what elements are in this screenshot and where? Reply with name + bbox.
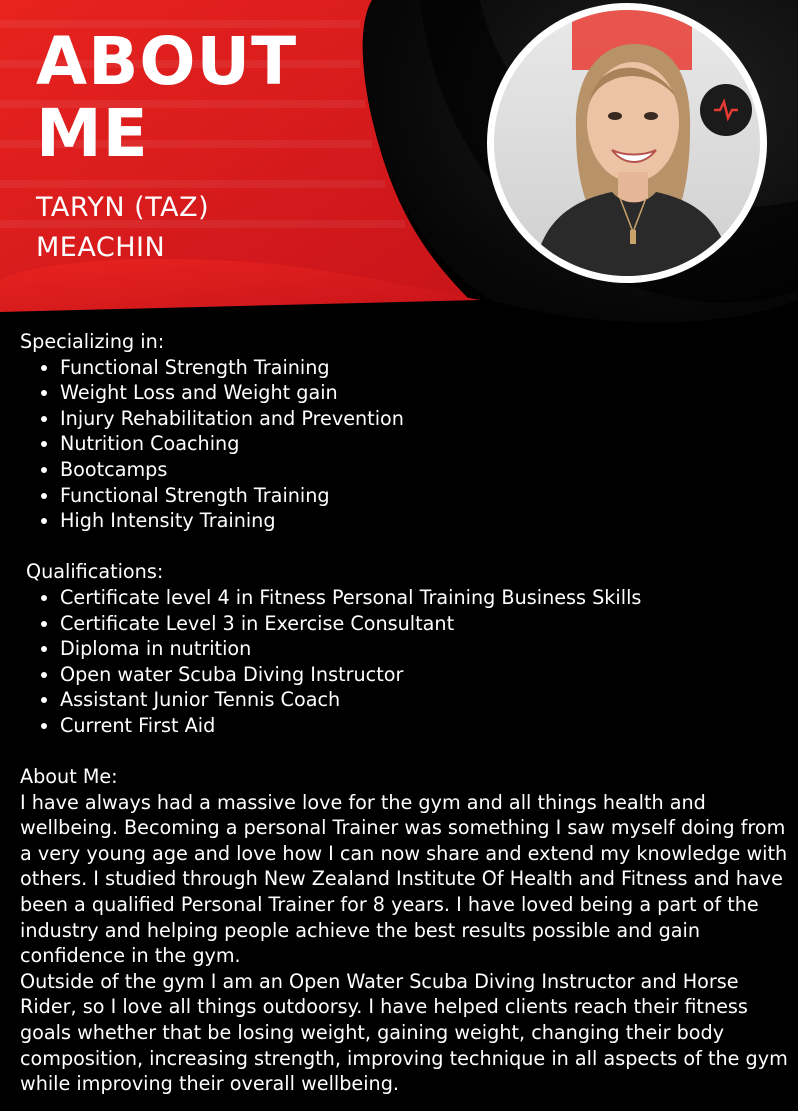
list-item: • High Intensity Training [60, 508, 790, 534]
list-item: • Certificate Level 3 in Exercise Consultant [60, 611, 790, 637]
qualifications-list [20, 585, 790, 739]
list-item: • Open water Scuba Diving Instructor [60, 662, 790, 688]
page-title [36, 23, 298, 172]
list-item: • Functional Strength Training [60, 355, 790, 381]
spacer [20, 739, 790, 765]
list-item: • Weight Loss and Weight gain [60, 380, 790, 406]
about-heading: About Me: [20, 765, 118, 789]
profile-content [20, 329, 790, 1097]
qualifications-heading: Qualifications: [26, 560, 164, 584]
list-item: • Certificate level 4 in Fitness Personal Training Business Skills [60, 585, 790, 611]
name-line-2: MEACHIN [36, 232, 166, 263]
trainer-name [36, 188, 209, 268]
list-item: • Nutrition Coaching [60, 431, 790, 457]
about-paragraph-2: Outside of the gym I am an Open Water Scuba Diving Instructor and Horse Rider, so I love all things outdoorsy. I have helped clients reach their fitness goals whether that be losing weight, gaining weight, changing their body composition, increasing strength, improving technique in all aspects of the gym while improving their overall wellbeing. [20, 969, 788, 1096]
list-item: • Current First Aid [60, 713, 790, 739]
specializing-list [20, 355, 790, 534]
list-item: • Injury Rehabilitation and Prevention [60, 406, 790, 432]
title-line-2: ME [36, 95, 149, 172]
spacer [20, 534, 790, 560]
list-item: • Assistant Junior Tennis Coach [60, 687, 790, 713]
list-item: • Bootcamps [60, 457, 790, 483]
list-item: • Functional Strength Training [60, 483, 790, 509]
name-line-1: TARYN (TAZ) [36, 192, 210, 223]
profile-photo [487, 3, 767, 283]
title-line-1: ABOUT [36, 23, 298, 100]
about-paragraph-1: I have always had a massive love for the gym and all things health and wellbeing. Becoming a personal Trainer was something I saw myself doing from a very young age and love how I can now share and extend my knowledge with others. I studied through New Zealand Institute Of Health and Fitness and have been a qualified Personal Trainer for 8 years. I have loved being a part of the industry and helping people achieve the best results possible and gain confidence in the gym. [20, 790, 788, 968]
specializing-heading: Specializing in: [20, 330, 165, 353]
list-item: • Diploma in nutrition [60, 636, 790, 662]
